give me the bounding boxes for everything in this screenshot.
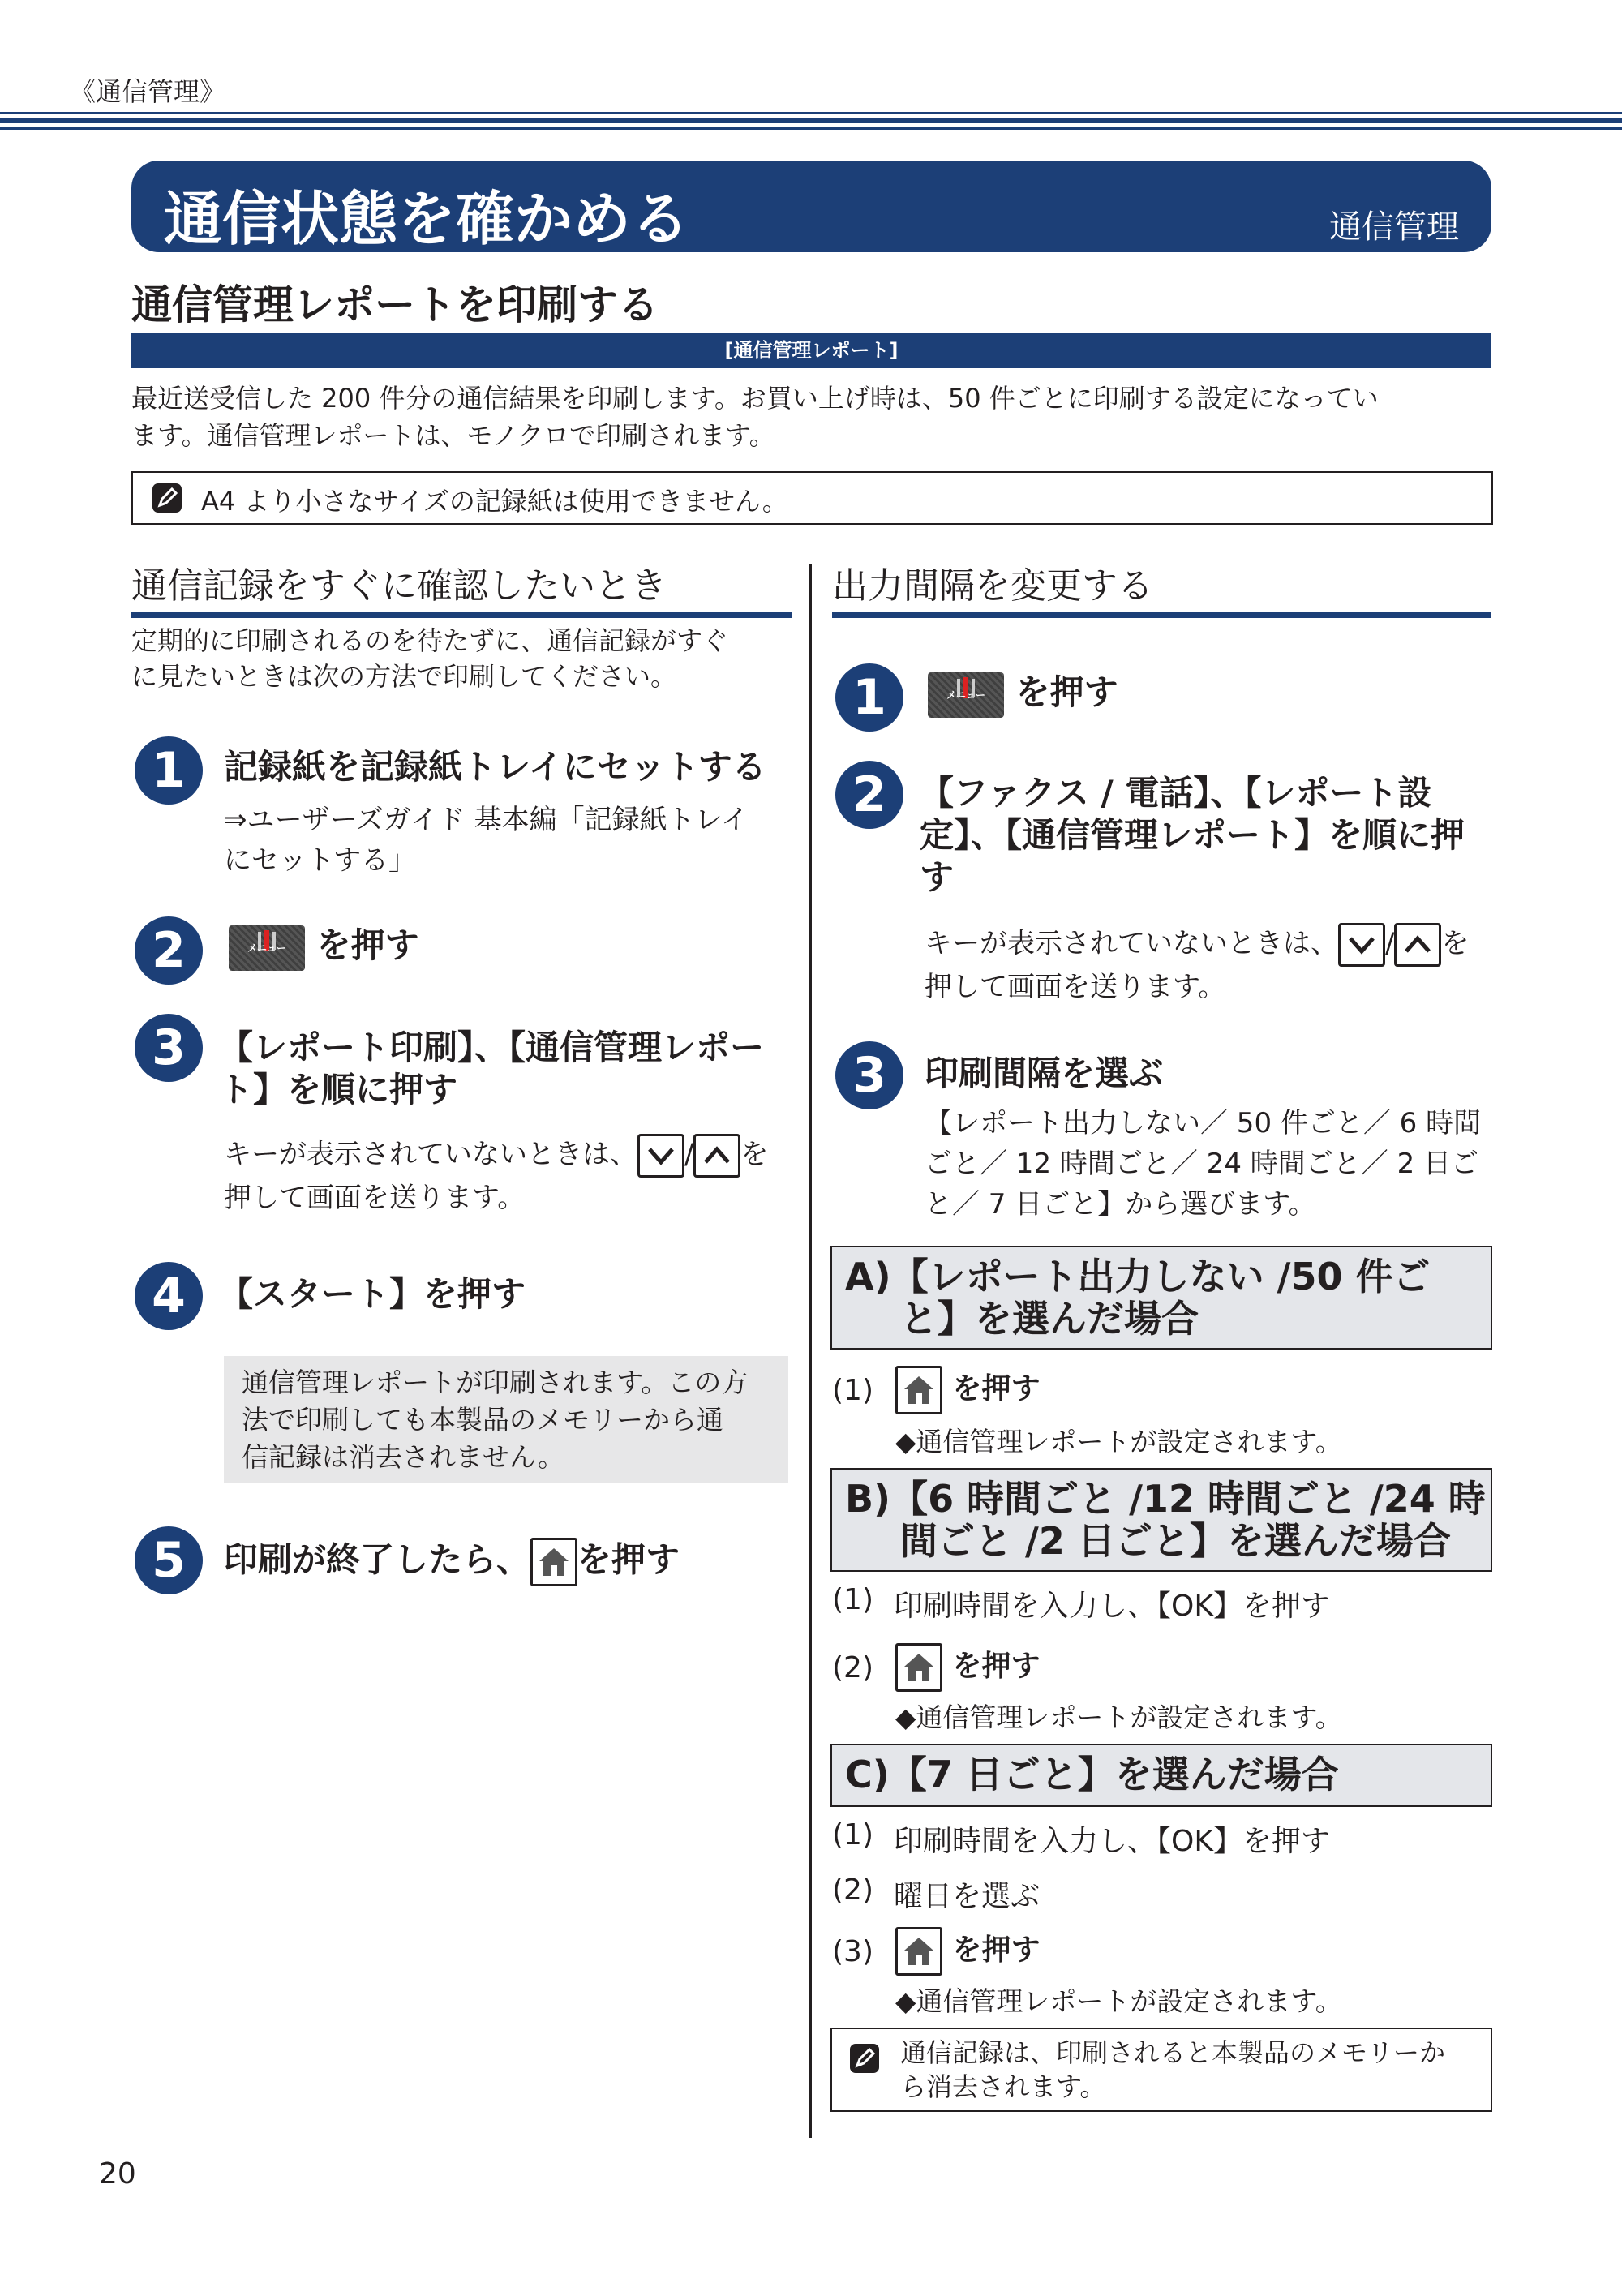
down-arrow-key-icon: [1338, 923, 1385, 967]
header-rule-thin: [0, 112, 1622, 114]
note-pencil-icon: [850, 2044, 879, 2073]
key-separator: /: [1385, 927, 1395, 960]
step-number: 2: [835, 761, 903, 829]
left-intro: [131, 623, 728, 694]
step-number: 3: [835, 1041, 903, 1109]
right-note-line-1: 通信記録は、印刷されると本製品のメモリーか: [900, 2037, 1446, 2068]
sub-step-label: (2): [832, 1873, 873, 1907]
sub-step-text-label: を押す: [952, 1372, 1041, 1405]
case-a-box: [830, 1246, 1492, 1350]
title-bar: [131, 161, 1491, 252]
step-number: 5: [135, 1526, 203, 1594]
case-b-box: [830, 1468, 1492, 1572]
step-title-pre: 印刷が終了したら、: [224, 1539, 531, 1580]
left-heading-rule: [131, 612, 792, 618]
step-title-post: を押す: [577, 1539, 680, 1580]
info-text: [242, 1364, 748, 1476]
intro-line-2: ます。通信管理レポートは、モノクロで印刷されます。: [131, 420, 775, 451]
step-title-row: [928, 672, 1118, 718]
step-title-line-1: 【ファクス / 電話】、【レポート設: [920, 773, 1432, 813]
header-rule-thick: [0, 118, 1622, 123]
page-title: 通信状態を確かめる: [164, 185, 690, 253]
step-title: を押す: [1015, 672, 1118, 712]
step-number: 4: [135, 1262, 203, 1330]
sub-step-text: [895, 1366, 1041, 1414]
menu-button-label: メニュー: [946, 689, 985, 701]
case-a-title-line-1: A)【レポート出力しない /50 件ご: [845, 1255, 1431, 1298]
intro-line-1: 最近送受信した 200 件分の通信結果を印刷します。お買い上げ時は、50 件ごとに印刷する設定になってい: [131, 383, 1379, 414]
step-title: 【スタート】を押す: [219, 1274, 526, 1314]
info-line-1: 通信管理レポートが印刷されます。この方: [242, 1367, 749, 1398]
step-body: [224, 800, 749, 881]
home-key-icon: [895, 1643, 942, 1692]
step-number: 1: [135, 736, 203, 805]
result-text: ◆通信管理レポートが設定されます。: [895, 1702, 1342, 1733]
page-number: 20: [99, 2157, 136, 2191]
step-body: [925, 923, 1469, 1007]
right-note-box: [830, 2028, 1492, 2112]
info-box: [224, 1356, 788, 1483]
sub-step-label: (1): [832, 1374, 873, 1407]
case-b-title: [845, 1478, 1486, 1562]
step-body-line-1: [224, 1134, 768, 1178]
step-body-post: を: [740, 1138, 769, 1171]
right-heading-rule: [832, 612, 1491, 618]
step-title: 記録紙を記録紙トレイにセットする: [224, 747, 766, 787]
section-intro: [131, 380, 1494, 454]
step-body-line-2: 押して画面を送ります。: [224, 1182, 526, 1214]
section-heading: 通信管理レポートを印刷する: [131, 281, 659, 328]
menu-button-icon: [229, 925, 305, 971]
right-note-line-2: ら消去されます。: [900, 2071, 1106, 2102]
sub-step-label: (2): [832, 1651, 873, 1684]
step-title-line-2: 定】、【通信管理レポート】を順に押: [920, 815, 1465, 855]
step-body: [224, 1134, 768, 1218]
left-heading: 通信記録をすぐに確認したいとき: [131, 565, 667, 607]
left-intro-line-2: に見たいときは次の方法で印刷してください。: [131, 661, 677, 692]
home-key-icon: [895, 1927, 942, 1976]
step-title-line-1: 【レポート印刷】、【通信管理レポー: [219, 1028, 765, 1067]
sub-step-label: (1): [832, 1583, 873, 1616]
sub-step-text: [895, 1927, 1041, 1976]
sub-step-label: (1): [832, 1818, 873, 1852]
step-title: 印刷間隔を選ぶ: [925, 1054, 1164, 1093]
step-title-row: [224, 1538, 680, 1586]
case-b-title-line-1: B)【6 時間ごと /12 時間ごと /24 時: [845, 1477, 1486, 1521]
step-body-pre: キーが表示されていないときは、: [925, 927, 1338, 960]
step-title-row: [229, 925, 419, 971]
case-c-box: [830, 1744, 1492, 1807]
breadcrumb: 《通信管理》: [70, 76, 226, 107]
result-text: ◆通信管理レポートが設定されます。: [895, 1426, 1342, 1457]
menu-button-label: メニュー: [247, 942, 286, 954]
right-heading: 出力間隔を変更する: [832, 565, 1153, 607]
sub-step-text: 印刷時間を入力し、【OK】を押す: [894, 1825, 1330, 1858]
up-arrow-key-icon: [1394, 923, 1441, 967]
key-separator: /: [684, 1138, 694, 1171]
step-body-line-2: ごと／ 12 時間ごと／ 24 時間ごと／ 2 日ご: [925, 1148, 1479, 1180]
sub-step-text: [895, 1643, 1041, 1692]
step-body-line-1: ⇒ユーザーズガイド 基本編「記録紙トレイ: [224, 804, 749, 836]
step-body: [925, 1103, 1481, 1225]
sub-step-text: 印刷時間を入力し、【OK】を押す: [894, 1590, 1330, 1623]
step-body-post: を: [1441, 927, 1470, 960]
case-a-title-line-2: と】を選んだ場合: [900, 1297, 1199, 1341]
section-band: [通信管理レポート]: [131, 333, 1491, 368]
up-arrow-key-icon: [693, 1134, 740, 1178]
note-box: [131, 471, 1493, 525]
step-body-pre: キーが表示されていないときは、: [224, 1138, 637, 1171]
step-body-line-2: にセットする」: [224, 844, 416, 877]
step-body-line-1: 【レポート出力しない／ 50 件ごと／ 6 時間: [925, 1107, 1482, 1139]
step-body-line-1: [925, 923, 1469, 967]
header-rule-thin-2: [0, 127, 1622, 130]
step-number: 2: [135, 916, 203, 985]
step-title-line-2: ト】を順に押す: [219, 1070, 458, 1109]
home-key-icon: [530, 1538, 577, 1586]
column-divider: [809, 564, 812, 2138]
step-title: を押す: [316, 925, 419, 965]
home-key-icon: [895, 1366, 942, 1414]
right-note-text: [900, 2036, 1445, 2104]
sub-step-text-label: を押す: [952, 1650, 1041, 1683]
result-text: ◆通信管理レポートが設定されます。: [895, 1985, 1342, 2017]
menu-button-icon: [928, 672, 1004, 718]
case-a-title: [845, 1255, 1430, 1340]
sub-step-text-label: を押す: [952, 1933, 1041, 1967]
step-title: [920, 772, 1465, 899]
category-tag: 通信管理: [1329, 208, 1459, 246]
left-intro-line-1: 定期的に印刷されるのを待たずに、通信記録がすぐ: [131, 625, 729, 656]
step-title: [219, 1027, 764, 1111]
step-number: 3: [135, 1014, 203, 1082]
note-text: A4 より小さなサイズの記録紙は使用できません。: [201, 486, 788, 517]
down-arrow-key-icon: [637, 1134, 684, 1178]
step-title-line-3: す: [920, 857, 955, 897]
step-body-line-2: 押して画面を送ります。: [925, 971, 1226, 1003]
info-line-2: 法で印刷しても本製品のメモリーから通: [242, 1404, 723, 1436]
case-b-title-line-2: 間ごと /2 日ごと】を選んだ場合: [900, 1519, 1451, 1563]
case-c-title: C)【7 日ごと】を選んだ場合: [845, 1753, 1339, 1796]
sub-step-label: (3): [832, 1935, 873, 1968]
note-pencil-icon: [152, 483, 182, 513]
step-body-line-3: と／ 7 日ごと】から選びます。: [925, 1188, 1316, 1221]
step-number: 1: [835, 663, 903, 732]
info-line-3: 信記録は消去されません。: [242, 1441, 564, 1473]
sub-step-text: 曜日を選ぶ: [894, 1880, 1041, 1913]
